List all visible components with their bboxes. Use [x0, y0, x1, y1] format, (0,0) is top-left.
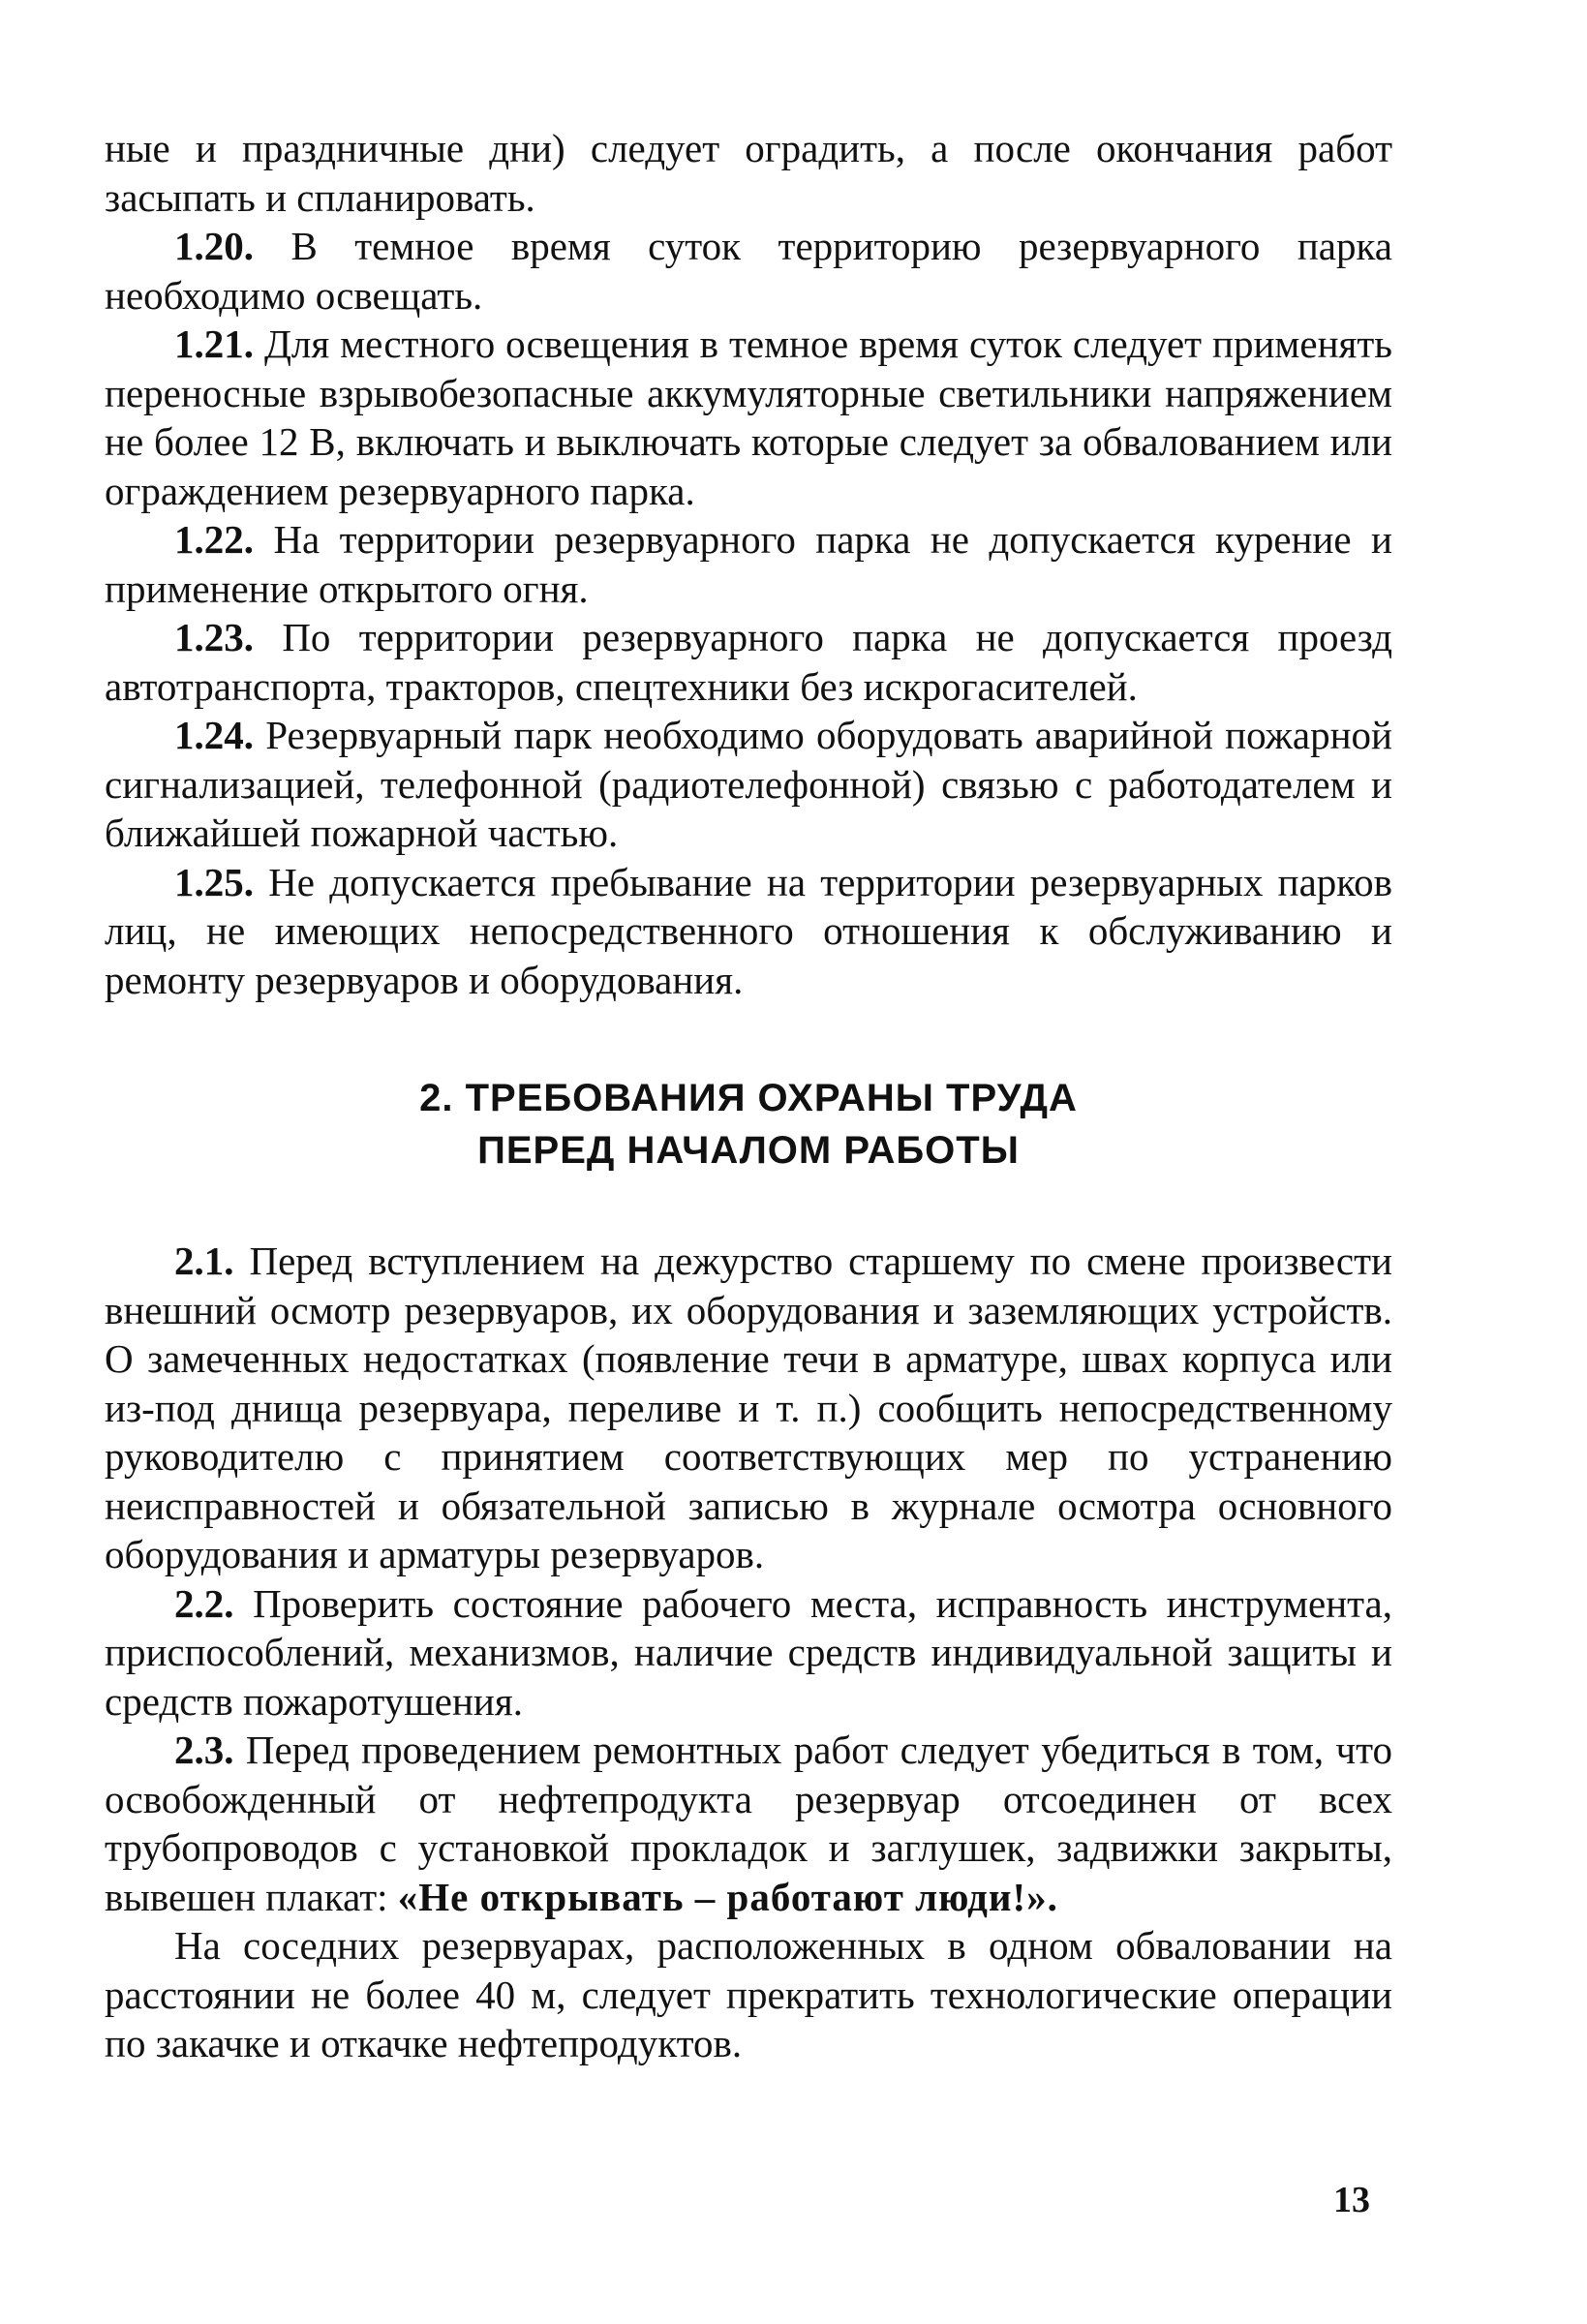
intro-paragraph — [105, 124, 1392, 222]
paragraph-number: 1.20. — [174, 224, 254, 268]
closing-text: На соседних резервуарах, расположенных в одном обваловании на расстоянии не более 40 м, следует прекратить технологические операции по закачке и откачке нефтепродуктов. — [105, 1923, 1392, 2065]
paragraph-1-23 — [105, 613, 1392, 711]
paragraph-number: 1.22. — [174, 517, 254, 562]
paragraph-text: На территории резервуарного парка не допускается курение и применение открытого огня. — [105, 517, 1392, 611]
paragraph-1-25 — [105, 858, 1392, 1005]
section-heading-line-2: ПЕРЕД НАЧАЛОМ РАБОТЫ — [477, 1129, 1020, 1172]
paragraph-text: Перед проведением ремонтных работ следует убедиться в том, что освобожденный от нефтепродукта резервуар отсоединен от всех трубопроводов с установкой прокладок и заглушек, задвижки закрыты, вывешен плакат: — [105, 1728, 1393, 1919]
paragraph-number: 2.1. — [174, 1238, 234, 1283]
page-number: 13 — [1333, 2180, 1370, 2220]
paragraph-2-1 — [105, 1237, 1392, 1579]
paragraph-text: По территории резервуарного парка не допускается проезд автотранспорта, тракторов, спецтехники без искрогасителей. — [105, 615, 1392, 709]
paragraph-text: Не допускается пребывание на территории резервуарных парков лиц, не имеющих непосредственного отношения к обслуживанию и ремонту резервуаров и оборудования. — [105, 859, 1392, 1002]
paragraph-2-3 — [105, 1726, 1392, 1921]
paragraph-number: 1.21. — [174, 321, 254, 366]
paragraph-number: 1.25. — [174, 859, 254, 904]
paragraph-text: В темное время суток территорию резервуарного парка необходимо освещать. — [105, 224, 1392, 318]
paragraph-1-20 — [105, 222, 1392, 320]
paragraph-number: 1.24. — [174, 713, 254, 757]
paragraph-1-21 — [105, 320, 1392, 515]
section-heading-line-1: 2. ТРЕБОВАНИЯ ОХРАНЫ ТРУДА — [419, 1077, 1078, 1119]
intro-text: ные и праздничные дни) следует оградить, а после окончания работ засыпать и спланировать. — [105, 126, 1392, 220]
paragraph-text: Резервуарный парк необходимо оборудовать аварийной пожарной сигнализацией, телефонной (радиотелефонной) связью с работодателем и ближайшей пожарной частью. — [105, 713, 1392, 855]
paragraph-2-2 — [105, 1579, 1392, 1727]
paragraph-1-24 — [105, 711, 1392, 858]
paragraph-text: Для местного освещения в темное время суток следует применять переносные взрывобезопасные аккумуляторные светильники напряжением не более 12 В, включать и выключать которые следует за обвалованием или ограждением резервуарного парка. — [105, 321, 1392, 513]
paragraph-text: Перед вступлением на дежурство старшему по смене произвести внешний осмотр резервуаров, их оборудования и заземляющих устройств. О замеченных недостатках (появление течи в арматуре, швах корпуса или из-под днища резервуара, переливе и т. п.) сообщить непосредственному руководителю с принятием соответствующих мер по устранению неисправностей и обязательной записью в журнале осмотра основного оборудования и арматуры резервуаров. — [105, 1238, 1392, 1576]
body-text — [105, 124, 1392, 2068]
paragraph-1-22 — [105, 515, 1392, 613]
closing-paragraph — [105, 1921, 1392, 2068]
paragraph-text: Проверить состояние рабочего места, исправность инструмента, приспособлений, механизмов, наличие средств индивидуальной защиты и средств пожаротушения. — [105, 1580, 1392, 1724]
paragraph-number: 2.2. — [174, 1580, 234, 1626]
section-2-heading — [105, 1072, 1392, 1177]
paragraph-number: 2.3. — [174, 1728, 234, 1772]
paragraph-number: 1.23. — [174, 615, 254, 659]
document-page — [105, 124, 1392, 2068]
warning-poster-text: «Не открывать – работают люди!». — [397, 1874, 1058, 1919]
